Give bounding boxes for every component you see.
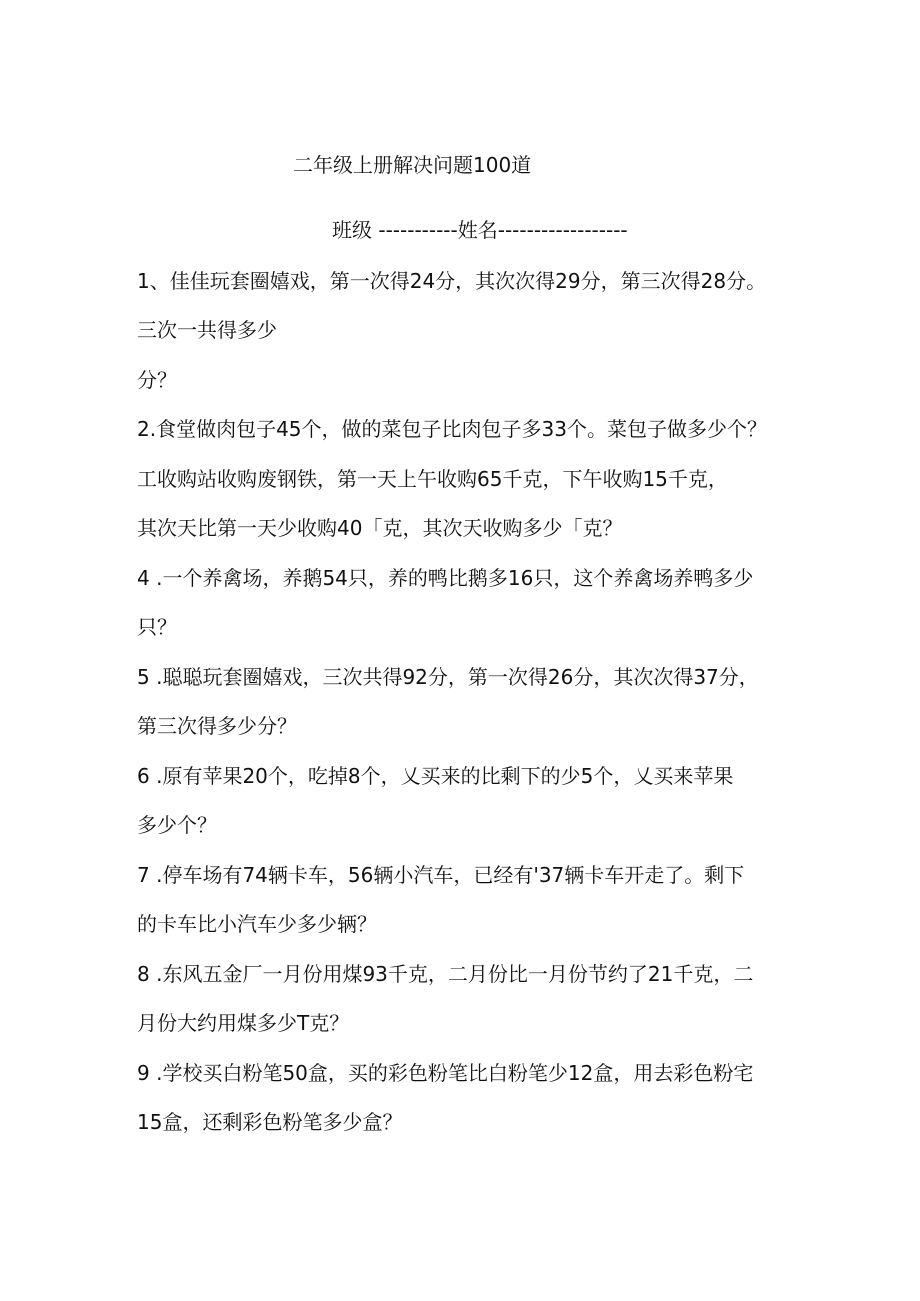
text-line: 多少个？ <box>137 813 217 837</box>
text-line: 4 .一个养禽场，养鹅54只，养的鸭比鹅多16只，这个养禽场养鸭多少 <box>137 566 754 590</box>
text-line: 7 .停车场有74辆卡车，56辆小汽车，已经有'37辆卡车开走了。剩下 <box>137 863 745 887</box>
text-line: 月份大约用煤多少T克？ <box>137 1011 350 1035</box>
text-line: 只？ <box>137 615 177 639</box>
class-name-line: 班级 -----------姓名------------------ <box>332 218 628 242</box>
text-line: 6 .原有苹果20个，吃掉8个，乂买来的比剩下的少5个，乂买来苹果 <box>137 764 734 788</box>
text-line: 1、佳佳玩套圈嬉戏，第一次得24分，其次次得29分，第三次得28分。 <box>137 269 767 293</box>
text-line: 的卡车比小汽车少多少辆？ <box>137 912 377 936</box>
text-line: 2.食堂做肉包子45个，做的菜包子比肉包子多33个。菜包子做多少个？ <box>137 417 767 441</box>
text-line: 15盒，还剩彩色粉笔多少盒？ <box>137 1110 403 1134</box>
text-line: 分？ <box>137 368 177 392</box>
text-line: 其次天比第一天少收购40「克，其次天收购多少「克？ <box>137 516 623 540</box>
text-line: 第三次得多少分？ <box>137 714 297 738</box>
text-line: 9 .学校买白粉笔50盒，买的彩色粉笔比白粉笔少12盒，用去彩色粉宅 <box>137 1061 754 1085</box>
document-title: 二年级上册解决问题100道 <box>293 153 532 177</box>
text-line: 8 .东风五金厂一月份用煤93千克，二月份比一月份节约了21千克，二 <box>137 962 754 986</box>
text-line: 三次一共得多少 <box>137 318 277 342</box>
text-line: 工收购站收购废钢铁，第一天上午收购65千克，下午收购15千克， <box>137 467 728 491</box>
text-line: 5 .聪聪玩套圈嬉戏，三次共得92分，第一次得26分，其次次得37分， <box>137 665 759 689</box>
